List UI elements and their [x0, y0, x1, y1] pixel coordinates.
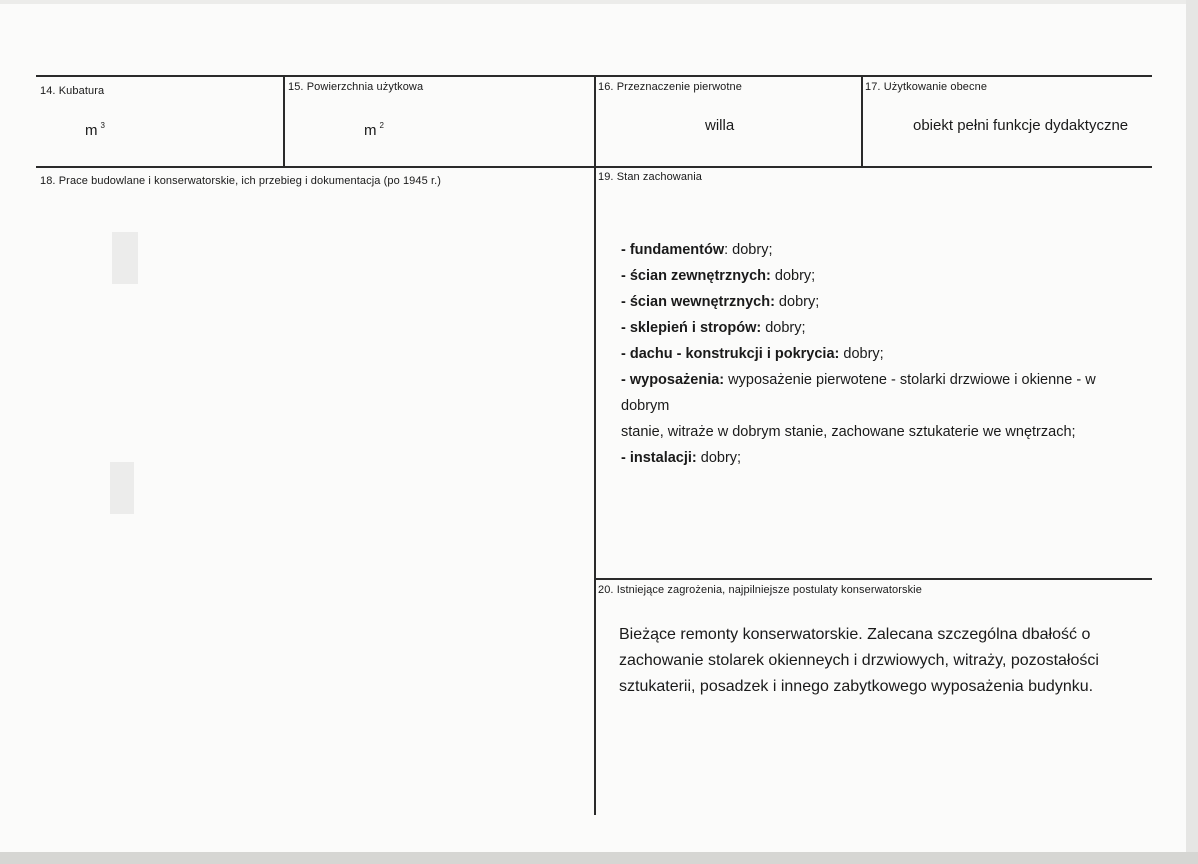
paper-edge-top [0, 0, 1198, 4]
stan-item: - instalacji: dobry; [621, 450, 742, 466]
paper-edge-right [1186, 0, 1198, 864]
stan-item: - fundamentów: dobry; [621, 242, 773, 258]
stan-zachowania-list [621, 237, 1146, 471]
paper-edge-bottom [0, 852, 1198, 864]
column-divider-17 [861, 75, 863, 168]
column-divider-16 [594, 75, 596, 815]
stan-label: 19. Stan zachowania [598, 171, 703, 183]
stan-item: - sklepień i stropów: dobry; [621, 320, 806, 336]
stan-item: - ścian zewnętrznych: dobry; [621, 268, 816, 284]
prace-label: 18. Prace budowlane i konserwatorskie, ich przebieg i dokumentacja (po 1945 r.) [40, 175, 442, 187]
przeznaczenie-value: willa [705, 117, 735, 134]
column-divider-15 [283, 75, 285, 168]
stan-item: - ścian wewnętrznych: dobry; [621, 294, 820, 310]
stan-item: - wyposażenia: wyposażenie pierwotene - stolarki drzwiowe i okienne - w dobrym [621, 372, 1096, 414]
zagrozenia-label: 20. Istniejące zagrożenia, najpilniejsze postulaty konserwatorskie [598, 584, 922, 596]
zagrozenia-value: Bieżące remonty konserwatorskie. Zalecana szczególna dbałość o zachowanie stolarek okienneych i drzwiowych, witraży, pozostałości sztukaterii, posadzek i innego zabytkowego wyposażenia budynku. [619, 626, 1099, 695]
przeznaczenie-label: 16. Przeznaczenie pierwotne [598, 81, 742, 93]
scan-smudge [112, 232, 138, 284]
uzytkowanie-value: obiekt pełni funkcje dydaktyczne [913, 117, 1129, 134]
uzytkowanie-label: 17. Użytkowanie obecne [865, 81, 988, 93]
stan-item: - dachu - konstrukcji i pokrycia: dobry; [621, 346, 884, 362]
table-border-row3 [596, 578, 1152, 580]
powierzchnia-label: 15. Powierzchnia użytkowa [288, 81, 424, 93]
stan-item-continuation: stanie, witraże w dobrym stanie, zachowane sztukaterie we wnętrzach; [621, 424, 1076, 440]
powierzchnia-unit: m $^2$ [364, 121, 384, 139]
kubatura-label: 14. Kubatura [40, 85, 105, 97]
kubatura-unit: m $^3$ [85, 121, 105, 139]
scan-smudge [110, 462, 134, 514]
